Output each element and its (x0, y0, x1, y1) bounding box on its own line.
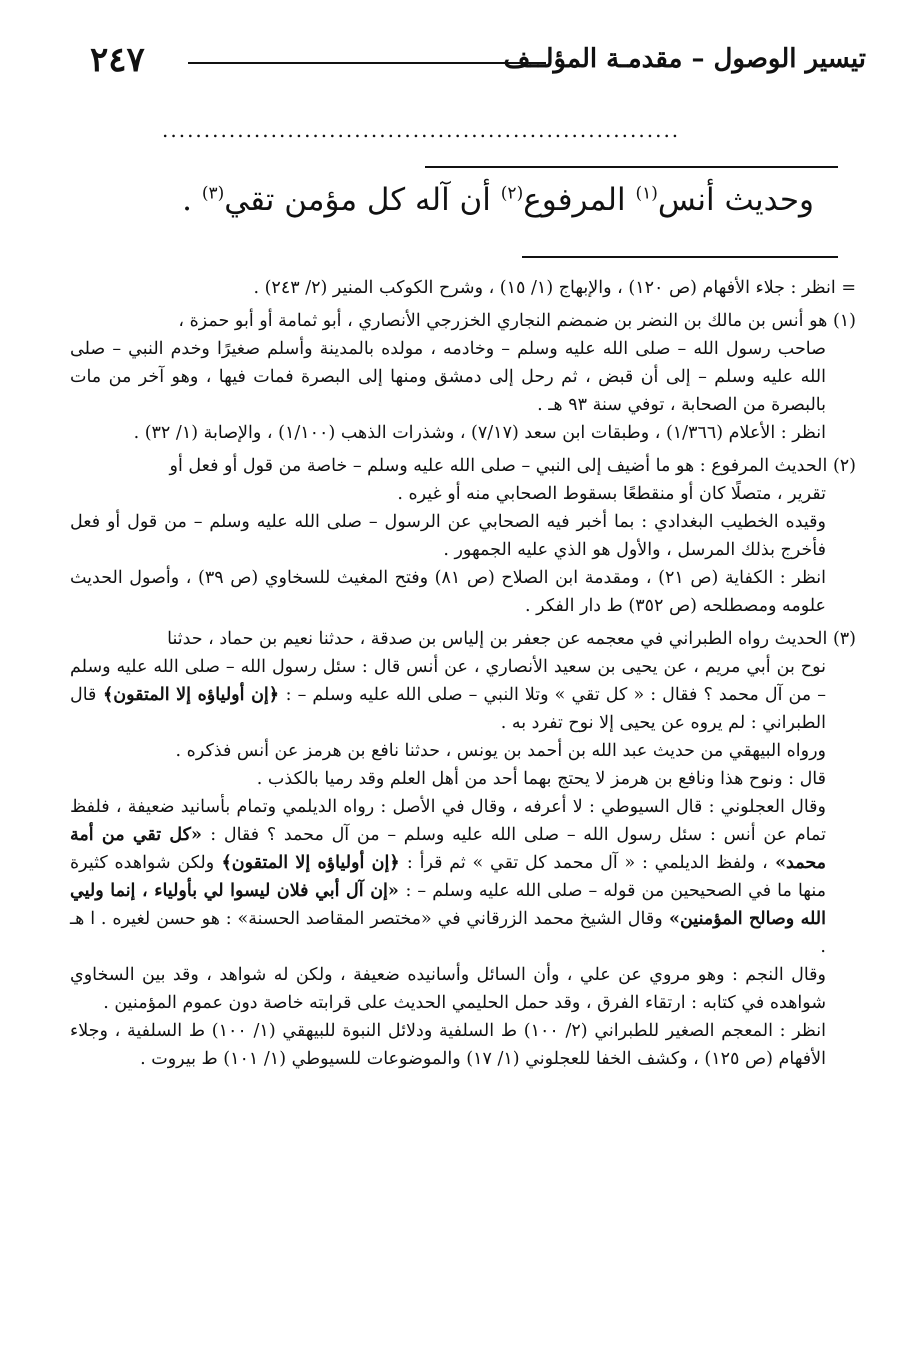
dotted-separator: .............................................................. (162, 118, 681, 142)
footnote-1-references: انظر : الأعلام (١/٣٦٦) ، وطبقات ابن سعد (٧/١٧) ، وشذرات الذهب (١/١٠٠) ، والإصابة (١/ ٣٢) . (133, 423, 826, 443)
footnote-2-references: انظر : الكفاية (ص ٢١) ، ومقدمة ابن الصلاح (ص ٨١) وفتح المغيث للسخاوي (ص ٣٩) ، وأصول الحديث علومه ومصطلحه (ص ٣٥٢) ط دار الفكر . (70, 568, 827, 616)
quran-quote: ﴿إن أولياؤه إلا المتقون﴾ (96, 685, 286, 705)
footnote-2 (70, 452, 856, 620)
footnote-ref-1: (١) (635, 183, 658, 204)
footnote-2-first-line: الحديث المرفوع : هو ما أضيف إلى النبي – صلى الله عليه وسلم – خاصة من قول أو فعل أو (169, 456, 828, 476)
footnote-3-first-line: الحديث رواه الطبراني في معجمه عن جعفر بن إلياس بن صدقة ، حدثنا نعيم بن حماد ، حدثنا (167, 629, 828, 649)
footnotes (70, 274, 856, 1078)
footnote-3-paragraph-3: وقال العجلوني : قال السيوطي : لا أعرفه ، وقال في الأصل : رواه الديلمي وتمام بأسانيد ضعيفة ، فلفظ تمام عن أنس : سئل رسول الله – صلى الله عليه وسلم – من آل محمد ؟ فقال : «كل تقي من أمة محمد» ، ولفظ الديلمي : « آل محمد كل تقي » ثم قرأ : ﴿إن أولياؤه إلا المتقون﴾ ولكن شواهده كثيرة منها ما في الصحيحين من قوله – صلى الله عليه وسلم – : «إن آل أبي فلان ليسوا لي بأولياء ، إنما وليي الله وصالح المؤمنين» وقال الشيخ محمد الزرقاني في «مختصر المقاصد الحسنة» : هو حسن لغيره . ا هـ . (70, 797, 827, 957)
header-rule (188, 62, 546, 64)
footnote-separator (522, 256, 838, 258)
top-rule (425, 166, 838, 168)
main-text: وحديث أنس$^{(١)}$ المرفوع$^{(٢)}$ أن آله كل مؤمن تقي$^{(٣)}$ . (182, 182, 814, 218)
footnote-2-body: تقرير ، متصلًا كان أو منقطعًا بسقوط الصحابي منه أو غيره . (397, 484, 826, 504)
footnote-continuation: = انظر : جلاء الأفهام (ص ١٢٠) ، والإبهاج (١/ ١٥) ، وشرح الكوكب المنير (٢/ ٢٤٣) . (253, 278, 856, 298)
footnote-ref-3: (٣) (201, 183, 225, 204)
footnote-1 (70, 307, 856, 447)
footnote-3 (70, 625, 856, 1073)
footnote-ref-2: (٢) (500, 183, 524, 204)
footnote-1-marker: (١) (832, 311, 856, 331)
page-header (80, 40, 866, 80)
footnote-3-references: انظر : المعجم الصغير للطبراني (٢/ ١٠٠) ط السلفية ودلائل النبوة للبيهقي (١/ ١٠٠) ط السلفية ، وجلاء الأفهام (ص ١٢٥) ، وكشف الخفا للعجلوني (١/ ١٧) والموضوعات للسيوطي (١/ ١٠١) ط بيروت . (70, 1021, 827, 1069)
footnote-3-paragraph-4: وقال النجم : وهو مروي عن علي ، وأن السائل وأسانيده ضعيفة ، ولكن له شواهد ، وقد بين السخاوي شواهده في كتابه : ارتقاء الفرق ، وقد حمل الحليمي الحديث على قرابته خاصة دون عموم المؤمنين . (70, 965, 826, 1013)
footnote-2-marker: (٢) (832, 456, 856, 476)
footnote-2-paragraph-2: وقيده الخطيب البغدادي : بما أخبر فيه الصحابي عن الرسول – صلى الله عليه وسلم – من قول أو فعل فأخرج بذلك المرسل ، والأول هو الذي عليه الجمهور . (70, 512, 826, 560)
footnote-3-paragraph-1: نوح بن أبي مريم ، عن يحيى بن سعيد الأنصاري ، عن أنس قال : سئل رسول الله – صلى الله عليه وسلم – من آل محمد ؟ فقال : « كل تقي » وتلا النبي – صلى الله عليه وسلم – : ﴿إن أولياؤه إلا المتقون﴾ قال الطبراني : لم يروه عن يحيى إلا نوح تفرد به . (70, 657, 826, 733)
footnote-1-body: صاحب رسول الله – صلى الله عليه وسلم – وخادمه ، مولده بالمدينة وأسلم صغيرًا وخدم النبي – صلى الله عليه وسلم – إلى أن قبض ، ثم رحل إلى دمشق ومنها إلى البصرة فمات فيها ، وهو آخر من مات بالبصرة من الصحابة ، توفي سنة ٩٣ هـ . (70, 339, 826, 415)
footnote-3-marker: (٣) (832, 629, 856, 649)
footnote-3-paragraph-2: ورواه البيهقي من حديث عبد الله بن أحمد بن يونس ، حدثنا نافع بن هرمز عن أنس فذكره . قال : ونوح هذا ونافع بن هرمز لا يحتج بهما أحد من أهل العلم وقد رميا بالكذب . (175, 741, 826, 789)
hadith-quote: «كل تقي من أمة محمد» (70, 825, 826, 873)
page-number: ٢٤٧ (90, 40, 145, 80)
hadith-quote-2: «إن آل أبي فلان ليسوا لي بأولياء ، إنما وليي الله وصالح المؤمنين» (70, 881, 826, 929)
footnote-1-first-line: هو أنس بن مالك بن النضر بن ضمضم النجاري الخزرجي الأنصاري ، أبو ثمامة أو أبو حمزة ، (178, 311, 828, 331)
running-title: تيسير الوصول – مقدمـة المؤلــف (503, 44, 866, 74)
quran-quote-2: ﴿إن أولياؤه إلا المتقون﴾ (214, 853, 407, 873)
